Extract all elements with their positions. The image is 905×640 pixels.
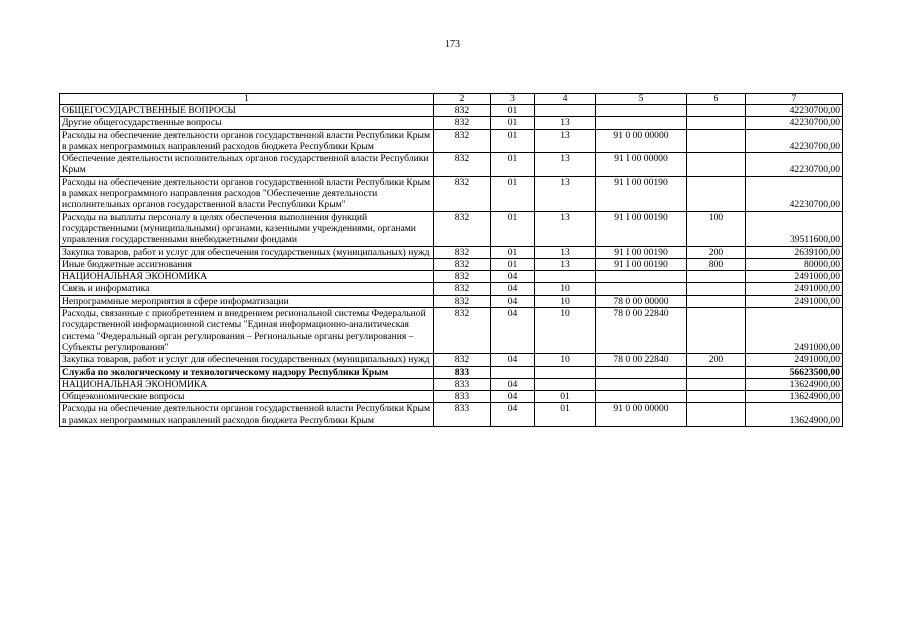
row-cell-col-6 xyxy=(687,129,746,153)
row-cell-col-3: 01 xyxy=(491,246,535,258)
row-cell-col-6 xyxy=(687,117,746,129)
row-name-cell: НАЦИОНАЛЬНАЯ ЭКОНОМИКА xyxy=(60,378,434,390)
row-cell-col-3: 04 xyxy=(491,283,535,295)
row-cell-col-4 xyxy=(535,366,596,378)
row-cell-col-2: 832 xyxy=(434,211,491,246)
row-cell-col-4 xyxy=(535,378,596,390)
column-header: 3 xyxy=(491,94,535,105)
row-cell-col-3: 04 xyxy=(491,271,535,283)
table-row xyxy=(60,391,843,403)
row-cell-col-4: 10 xyxy=(535,354,596,366)
row-name-cell: Обеспечение деятельности исполнительных органов государственной власти Республики Крым xyxy=(60,153,434,177)
row-cell-col-7: 42230700,00 xyxy=(746,105,843,117)
row-cell-col-6: 200 xyxy=(687,246,746,258)
row-name-cell: Непрограммные мероприятия в сфере информатизации xyxy=(60,295,434,307)
row-name-cell: Иные бюджетные ассигнования xyxy=(60,258,434,270)
row-cell-col-6 xyxy=(687,295,746,307)
row-cell-col-6 xyxy=(687,378,746,390)
page-number: 173 xyxy=(445,39,460,50)
row-cell-col-3: 04 xyxy=(491,295,535,307)
row-cell-col-6 xyxy=(687,366,746,378)
row-name-cell: Связь и информатика xyxy=(60,283,434,295)
row-cell-col-4: 13 xyxy=(535,153,596,177)
row-cell-col-5: 91 I 00 00190 xyxy=(596,211,687,246)
row-cell-col-6: 200 xyxy=(687,354,746,366)
row-cell-col-2: 832 xyxy=(434,295,491,307)
row-cell-col-3: 01 xyxy=(491,129,535,153)
table-row xyxy=(60,271,843,283)
table-body xyxy=(60,94,843,427)
row-cell-col-6: 100 xyxy=(687,211,746,246)
row-cell-col-4: 13 xyxy=(535,117,596,129)
row-cell-col-7: 42230700,00 xyxy=(746,117,843,129)
row-cell-col-4: 13 xyxy=(535,211,596,246)
row-cell-col-2: 832 xyxy=(434,129,491,153)
row-cell-col-5 xyxy=(596,378,687,390)
row-cell-col-2: 832 xyxy=(434,271,491,283)
row-name-cell: ОБЩЕГОСУДАРСТВЕННЫЕ ВОПРОСЫ xyxy=(60,105,434,117)
table-row xyxy=(60,258,843,270)
row-cell-col-5: 91 I 00 00190 xyxy=(596,246,687,258)
row-cell-col-4: 13 xyxy=(535,129,596,153)
row-cell-col-7: 13624900,00 xyxy=(746,391,843,403)
row-cell-col-7: 42230700,00 xyxy=(746,176,843,211)
row-cell-col-3: 01 xyxy=(491,176,535,211)
row-cell-col-3: 04 xyxy=(491,308,535,354)
row-cell-col-2: 832 xyxy=(434,105,491,117)
row-cell-col-3: 04 xyxy=(491,378,535,390)
row-cell-col-2: 832 xyxy=(434,308,491,354)
table-row xyxy=(60,176,843,211)
row-cell-col-5: 78 0 00 22840 xyxy=(596,308,687,354)
row-cell-col-5: 91 I 00 00000 xyxy=(596,153,687,177)
table-row xyxy=(60,246,843,258)
table-row xyxy=(60,403,843,427)
row-cell-col-2: 832 xyxy=(434,246,491,258)
row-cell-col-5: 91 I 00 00190 xyxy=(596,176,687,211)
row-cell-col-6: 800 xyxy=(687,258,746,270)
row-cell-col-5: 91 I 00 00190 xyxy=(596,258,687,270)
row-cell-col-3: 04 xyxy=(491,391,535,403)
row-name-cell: Расходы, связанные с приобретением и внедрением региональной системы Федеральной государственной информационной системы "Единая информационно-аналитическая система "Федеральный орган регулирования – Региональные органы регулирования – Субъекты регулирования" xyxy=(60,308,434,354)
table-row xyxy=(60,117,843,129)
row-cell-col-6 xyxy=(687,391,746,403)
row-cell-col-7: 13624900,00 xyxy=(746,403,843,427)
row-cell-col-2: 832 xyxy=(434,258,491,270)
row-cell-col-4: 13 xyxy=(535,258,596,270)
row-cell-col-2: 832 xyxy=(434,117,491,129)
row-cell-col-7: 42230700,00 xyxy=(746,129,843,153)
row-cell-col-3: 04 xyxy=(491,403,535,427)
table-row xyxy=(60,295,843,307)
column-header-row xyxy=(60,94,843,105)
row-cell-col-4: 10 xyxy=(535,295,596,307)
table-row xyxy=(60,283,843,295)
row-cell-col-6 xyxy=(687,271,746,283)
row-cell-col-5 xyxy=(596,117,687,129)
row-cell-col-7: 2639100,00 xyxy=(746,246,843,258)
row-name-cell: Закупка товаров, работ и услуг для обеспечения государственных (муниципальных) нужд xyxy=(60,354,434,366)
row-cell-col-6 xyxy=(687,105,746,117)
row-name-cell: Расходы на выплаты персоналу в целях обеспечения выполнения функций государственными (муниципальными) органами, казенными учреждениями, органами управления государственными внебюджетными фондами xyxy=(60,211,434,246)
row-cell-col-3: 01 xyxy=(491,153,535,177)
row-cell-col-3: 04 xyxy=(491,354,535,366)
row-cell-col-7: 2491000,00 xyxy=(746,271,843,283)
row-cell-col-3: 01 xyxy=(491,117,535,129)
row-cell-col-4: 10 xyxy=(535,308,596,354)
row-cell-col-5 xyxy=(596,105,687,117)
row-name-cell: Другие общегосударственные вопросы xyxy=(60,117,434,129)
table-row xyxy=(60,153,843,177)
row-cell-col-7: 56623500,00 xyxy=(746,366,843,378)
table-row xyxy=(60,366,843,378)
table-row xyxy=(60,354,843,366)
row-cell-col-6 xyxy=(687,403,746,427)
column-header: 5 xyxy=(596,94,687,105)
row-cell-col-3: 01 xyxy=(491,211,535,246)
row-cell-col-2: 832 xyxy=(434,354,491,366)
budget-table xyxy=(59,93,843,427)
row-cell-col-2: 832 xyxy=(434,283,491,295)
row-cell-col-5 xyxy=(596,283,687,295)
row-cell-col-2: 832 xyxy=(434,153,491,177)
row-cell-col-3 xyxy=(491,366,535,378)
column-header: 4 xyxy=(535,94,596,105)
row-cell-col-7: 2491000,00 xyxy=(746,283,843,295)
row-cell-col-5 xyxy=(596,366,687,378)
row-cell-col-7: 80000,00 xyxy=(746,258,843,270)
row-cell-col-5: 91 0 00 00000 xyxy=(596,403,687,427)
row-cell-col-7: 2491000,00 xyxy=(746,308,843,354)
row-cell-col-4: 01 xyxy=(535,403,596,427)
column-header: 1 xyxy=(60,94,434,105)
row-cell-col-6 xyxy=(687,283,746,295)
table-row xyxy=(60,308,843,354)
row-name-cell: Закупка товаров, работ и услуг для обеспечения государственных (муниципальных) нужд xyxy=(60,246,434,258)
row-cell-col-7: 2491000,00 xyxy=(746,354,843,366)
row-name-cell: Расходы на обеспечение деятельности органов государственной власти Республики Крым в рамках непрограммного направления расходов "Обеспечение деятельности исполнительных органов государственной власти Республики Крым" xyxy=(60,176,434,211)
row-cell-col-5: 91 0 00 00000 xyxy=(596,129,687,153)
row-name-cell: Общеэкономические вопросы xyxy=(60,391,434,403)
row-cell-col-7: 42230700,00 xyxy=(746,153,843,177)
table-row xyxy=(60,129,843,153)
row-cell-col-4: 13 xyxy=(535,246,596,258)
row-cell-col-2: 833 xyxy=(434,403,491,427)
row-cell-col-4 xyxy=(535,105,596,117)
row-cell-col-7: 2491000,00 xyxy=(746,295,843,307)
row-cell-col-5 xyxy=(596,391,687,403)
row-name-cell: Служба по экологическому и технологическому надзору Республики Крым xyxy=(60,366,434,378)
row-cell-col-5 xyxy=(596,271,687,283)
row-cell-col-6 xyxy=(687,176,746,211)
table-row xyxy=(60,378,843,390)
row-cell-col-3: 01 xyxy=(491,258,535,270)
row-name-cell: Расходы на обеспечение деятельности органов государственной власти Республики Крым в рамках непрограммных направлений расходов бюджета Республики Крым xyxy=(60,403,434,427)
table-row xyxy=(60,105,843,117)
row-cell-col-4: 13 xyxy=(535,176,596,211)
table-row xyxy=(60,211,843,246)
column-header: 2 xyxy=(434,94,491,105)
row-cell-col-5: 78 0 00 22840 xyxy=(596,354,687,366)
row-cell-col-2: 833 xyxy=(434,366,491,378)
row-cell-col-6 xyxy=(687,153,746,177)
row-cell-col-2: 833 xyxy=(434,378,491,390)
column-header: 7 xyxy=(746,94,843,105)
row-cell-col-3: 01 xyxy=(491,105,535,117)
row-cell-col-4: 10 xyxy=(535,283,596,295)
row-cell-col-2: 833 xyxy=(434,391,491,403)
row-cell-col-4: 01 xyxy=(535,391,596,403)
row-cell-col-5: 78 0 00 00000 xyxy=(596,295,687,307)
row-cell-col-2: 832 xyxy=(434,176,491,211)
row-cell-col-7: 13624900,00 xyxy=(746,378,843,390)
row-name-cell: НАЦИОНАЛЬНАЯ ЭКОНОМИКА xyxy=(60,271,434,283)
row-name-cell: Расходы на обеспечение деятельности органов государственной власти Республики Крым в рамках непрограммных направлений расходов бюджета Республики Крым xyxy=(60,129,434,153)
row-cell-col-6 xyxy=(687,308,746,354)
row-cell-col-4 xyxy=(535,271,596,283)
row-cell-col-7: 39511600,00 xyxy=(746,211,843,246)
column-header: 6 xyxy=(687,94,746,105)
